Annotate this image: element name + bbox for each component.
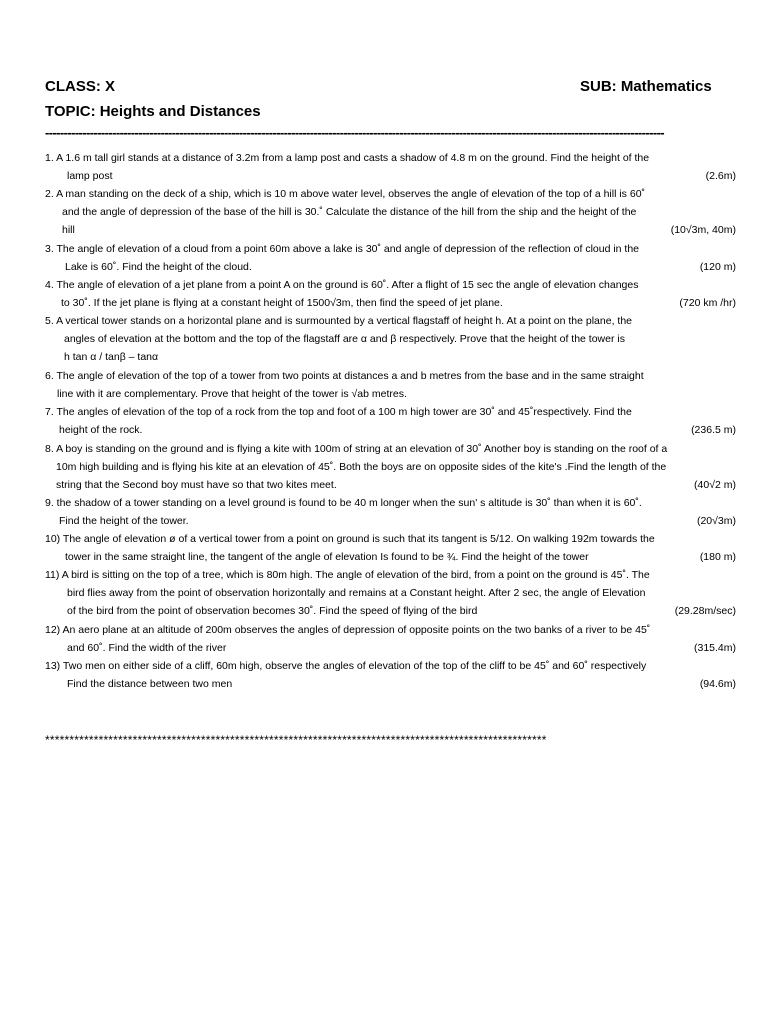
- question-text: 1. A 1.6 m tall girl stands at a distance of 3.2m from a lamp post and casts a shadow of 4.8 m on the ground. Find the height of the: [45, 152, 650, 164]
- question-text: 13) Two men on either side of a cliff, 60m high, observe the angles of elevation of the top of the cliff to be 45˚ and 60˚ respectively: [45, 660, 647, 672]
- question-text-continuation: and 60˚. Find the width of the river: [67, 642, 227, 654]
- question-text: 11) A bird is sitting on the top of a tree, which is 80m high. The angle of elevation of the bird, from a point on the ground is 45˚. The: [45, 569, 650, 581]
- question-text: 8. A boy is standing on the ground and is flying a kite with 100m of string at an elevation of 30˚ Another boy is standing on the roof of a: [45, 443, 668, 455]
- question-text-continuation: Lake is 60˚. Find the height of the cloud.: [65, 261, 252, 273]
- answer-label: (10√3m, 40m): [670, 224, 736, 236]
- question-text: 9. the shadow of a tower standing on a level ground is found to be 40 m longer when the sun' s altitude is 30˚ than when it is 60˚.: [45, 497, 642, 509]
- answer-label: (315.4m): [693, 642, 736, 654]
- question-text-continuation: tower in the same straight line, the tangent of the angle of elevation Is found to be ¾. Find the height of the tower: [65, 551, 589, 563]
- answer-label: (94.6m): [699, 678, 736, 690]
- answer-label: (20√3m): [696, 515, 736, 527]
- question-text-continuation: Find the distance between two men: [67, 678, 233, 690]
- question-text-continuation: Find the height of the tower.: [59, 515, 189, 527]
- answer-label: (40√2 m): [694, 479, 736, 491]
- question-text-continuation: and the angle of depression of the base of the hill is 30.˚ Calculate the distance of the hill from the ship and the height of the: [62, 206, 637, 218]
- separator-line: ----------------------------------------------------------------------------------------------------------------------------------------------------------------------: [45, 126, 665, 140]
- answer-label: (720 km /hr): [679, 297, 736, 309]
- question-text-continuation: of the bird from the point of observation becomes 30˚. Find the speed of flying of the bird: [67, 605, 478, 617]
- question-text-continuation: string that the Second boy must have so that two kites meet.: [56, 479, 337, 491]
- question-text: 5. A vertical tower stands on a horizontal plane and is surmounted by a vertical flagstaff of height h. At a point on the plane, the: [45, 315, 633, 327]
- subject-label: SUB: Mathematics: [580, 78, 712, 95]
- footer-separator: *******************************************************************************************************: [45, 733, 547, 747]
- answer-label: (29.28m/sec): [674, 605, 736, 617]
- question-text-continuation: line with it are complementary. Prove that height of the tower is √ab metres.: [57, 388, 407, 400]
- question-text: 3. The angle of elevation of a cloud from a point 60m above a lake is 30˚ and angle of depression of the reflection of cloud in the: [45, 243, 640, 255]
- question-text: 6. The angle of elevation of the top of a tower from two points at distances a and b metres from the base and in the same straight: [45, 370, 644, 382]
- question-text-continuation: lamp post: [67, 170, 113, 182]
- answer-label: (236.5 m): [691, 424, 736, 436]
- question-text-continuation: 10m high building and is flying his kite at an elevation of 45˚. Both the boys are on opposite sides of the kite's .Find the length of the: [56, 461, 667, 473]
- question-text: 12) An aero plane at an altitude of 200m observes the angles of depression of opposite points on the two banks of a river to be 45˚: [45, 624, 651, 636]
- question-text: 10) The angle of elevation ø of a vertical tower from a point on ground is such that its tangent is 5/12. On walking 192m towards the: [45, 533, 655, 545]
- class-label: CLASS: X: [45, 78, 116, 95]
- question-text: 4. The angle of elevation of a jet plane from a point A on the ground is 60˚. After a flight of 15 sec the angle of elevation changes: [45, 279, 639, 291]
- question-text-continuation: hill: [62, 224, 75, 236]
- answer-label: (2.6m): [705, 170, 736, 182]
- answer-label: (180 m): [699, 551, 736, 563]
- question-text: 2. A man standing on the deck of a ship, which is 10 m above water level, observes the angle of elevation of the top of a hill is 60˚: [45, 188, 646, 200]
- question-text-continuation: height of the rock.: [59, 424, 143, 436]
- question-text: 7. The angles of elevation of the top of a rock from the top and foot of a 100 m high tower are 30˚ and 45˚respectively. Find the: [45, 406, 632, 418]
- question-text-continuation: angles of elevation at the bottom and the top of the flagstaff are α and β respectively. Prove that the height of the tower is: [64, 333, 625, 345]
- answer-label: (120 m): [699, 261, 736, 273]
- question-text-continuation: h tan α / tanβ – tanα: [64, 351, 159, 363]
- topic-label: TOPIC: Heights and Distances: [45, 103, 261, 120]
- question-text-continuation: bird flies away from the point of observation horizontally and remains at a Constant height. After 2 sec, the angle of Elevation: [67, 587, 646, 599]
- question-text-continuation: to 30˚. If the jet plane is flying at a constant height of 1500√3m, then find the speed of jet plane.: [61, 297, 503, 309]
